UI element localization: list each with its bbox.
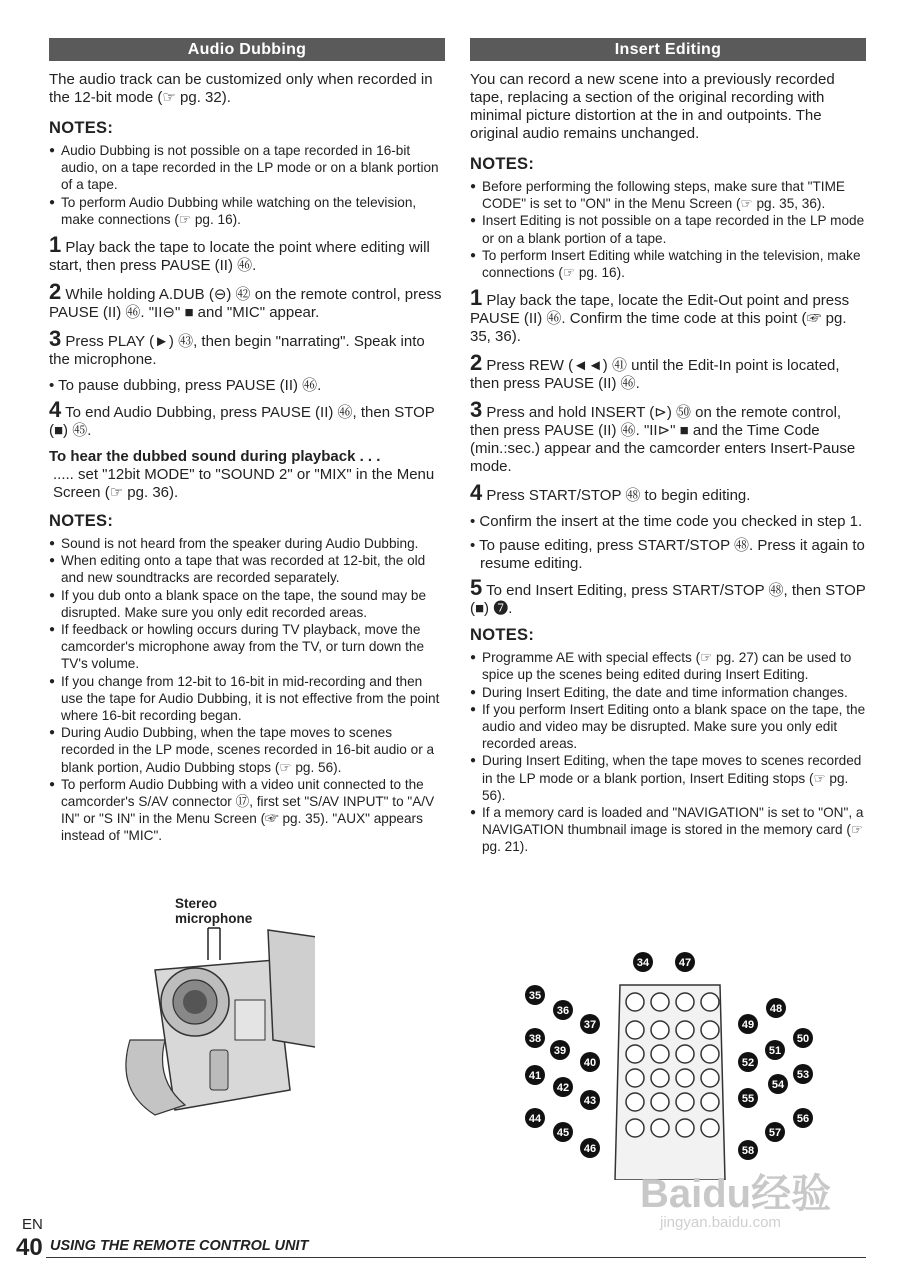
- svg-text:46: 46: [583, 1143, 597, 1155]
- remote-button: [626, 1069, 644, 1087]
- remote-button: [676, 1069, 694, 1087]
- step-5: 5 To end Insert Editing, press START/STOP ㊽, then STOP (■) ❼.: [470, 575, 866, 618]
- step-3: 3 Press PLAY (►) ㊸, then begin "narrating". Speak into the microphone.: [49, 326, 425, 369]
- audio-dubbing-header: Audio Dubbing: [49, 38, 445, 61]
- note-item: ● Before performing the following steps, make sure that "TIME CODE" is set to "ON" in the Menu Screen (☞ pg. 35, 36).: [470, 178, 866, 212]
- remote-button: [651, 993, 669, 1011]
- callout-number: [553, 1000, 573, 1020]
- note-item: ● During Audio Dubbing, when the tape moves to scenes recorded in the LP mode, scenes recorded in 16-bit audio or a blank portion, Audio Dubbing stops (☞ pg. 56).: [49, 724, 445, 776]
- svg-text:35: 35: [528, 990, 542, 1002]
- note-item: ● To perform Insert Editing while watching in the television, make connections (☞ pg. 16).: [470, 247, 866, 281]
- page-number: 40: [16, 1234, 43, 1261]
- remote-button: [701, 1045, 719, 1063]
- remote-control-illustration: [520, 950, 820, 1180]
- notes-heading: NOTES:: [470, 155, 535, 173]
- callout-number: [580, 1052, 600, 1072]
- callout-number: [550, 1040, 570, 1060]
- left-column: [49, 38, 445, 853]
- callout-number: [580, 1014, 600, 1034]
- notes-list: [49, 142, 445, 228]
- svg-text:36: 36: [556, 1005, 570, 1017]
- svg-text:42: 42: [556, 1082, 570, 1094]
- note-item: ● Programme AE with special effects (☞ pg. 27) can be used to spice up the scenes being edited during Insert Editing.: [470, 649, 866, 683]
- notes-heading: NOTES:: [49, 512, 114, 531]
- svg-text:48: 48: [769, 1003, 783, 1015]
- remote-button: [676, 1119, 694, 1137]
- notes-list: [470, 649, 866, 855]
- note-item: ● When editing onto a tape that was recorded at 12-bit, the old and new soundtracks are recorded separately.: [49, 552, 445, 586]
- step-3: 3 Press and hold INSERT (⊳) ㊿ on the remote control, then press PAUSE (II) ㊻. "II⊳" ■ and the Time Code (min.:sec.) appear and the camcorder enters Insert-Pause mode.: [470, 397, 856, 476]
- svg-text:58: 58: [741, 1145, 755, 1157]
- note-item: ● To perform Audio Dubbing while watching on the television, make connections (☞ pg. 16).: [49, 194, 445, 228]
- callout-number: [675, 952, 695, 972]
- footer-divider: [46, 1257, 866, 1258]
- remote-button: [626, 1093, 644, 1111]
- svg-text:53: 53: [796, 1069, 810, 1081]
- pause-bullet: • To pause editing, press START/STOP ㊽. Press it again to resume editing.: [470, 537, 865, 573]
- callout-number: [738, 1088, 758, 1108]
- callout-number: [738, 1014, 758, 1034]
- note-item: ● Audio Dubbing is not possible on a tape recorded in 16-bit audio, on a tape recorded in the LP mode or on a blank portion of a tape.: [49, 142, 445, 194]
- remote-button: [626, 993, 644, 1011]
- svg-text:41: 41: [528, 1070, 542, 1082]
- remote-button: [651, 1021, 669, 1039]
- insert-editing-intro: You can record a new scene into a previously recorded tape, replacing a section of the original recording with minimal picture distortion at the in and outpoints. The original audio remains unchanged.: [470, 71, 835, 142]
- note-item: ● To perform Audio Dubbing with a video unit connected to the camcorder's S/AV connector ⑰, first set "S/AV INPUT" to "A/V IN" or "S IN" in the Menu Screen (☞ pg. 35). "AUX" appears instead of "MIC".: [49, 776, 445, 845]
- right-column: [470, 38, 866, 864]
- confirm-bullet: • Confirm the insert at the time code you checked in step 1.: [470, 513, 863, 531]
- callout-number: [525, 985, 545, 1005]
- audio-dubbing-intro: The audio track can be customized only when recorded in the 12-bit mode (☞ pg. 32).: [49, 71, 433, 106]
- remote-button: [626, 1119, 644, 1137]
- svg-text:55: 55: [741, 1093, 755, 1105]
- callout-number: [765, 1122, 785, 1142]
- callout-number: [793, 1028, 813, 1048]
- step-2: 2 Press REW (◄◄) ㊶ until the Edit-In point is located, then press PAUSE (II) ㊻.: [470, 350, 840, 393]
- callout-number: [793, 1108, 813, 1128]
- callout-number: [525, 1108, 545, 1128]
- callout-number: [525, 1028, 545, 1048]
- remote-button: [651, 1045, 669, 1063]
- note-item: ● Insert Editing is not possible on a tape recorded in the LP mode or on a blank portion of a tape.: [470, 212, 866, 246]
- svg-text:43: 43: [583, 1095, 597, 1107]
- svg-text:54: 54: [771, 1079, 785, 1091]
- remote-button: [651, 1093, 669, 1111]
- callout-number: [580, 1138, 600, 1158]
- callout-number: [793, 1064, 813, 1084]
- footer-language: EN: [22, 1216, 43, 1233]
- svg-text:34: 34: [636, 957, 650, 969]
- callout-number: [738, 1140, 758, 1160]
- note-item: ● If you change from 12-bit to 16-bit in mid-recording and then use the tape for Audio Dubbing, it is not effective from the point where 16-bit recording began.: [49, 673, 445, 725]
- callout-number: [580, 1090, 600, 1110]
- svg-text:39: 39: [553, 1045, 567, 1057]
- insert-editing-header: Insert Editing: [470, 38, 866, 61]
- remote-button: [676, 993, 694, 1011]
- callout-number: [738, 1052, 758, 1072]
- remote-button: [626, 1021, 644, 1039]
- callout-number: [525, 1065, 545, 1085]
- notes-list: [49, 535, 445, 845]
- step-1: 1 Play back the tape to locate the point where editing will start, then press PAUSE (II) ㊻.: [49, 232, 430, 275]
- playback-subbody: ..... set "12bit MODE" to "SOUND 2" or "MIX" in the Menu Screen (☞ pg. 36).: [53, 466, 435, 502]
- remote-button: [651, 1119, 669, 1137]
- step-1: 1 Play back the tape, locate the Edit-Out point and press PAUSE (II) ㊻. Confirm the time code at this point (☞ pg. 35, 36).: [470, 285, 850, 346]
- note-item: ● If feedback or howling occurs during TV playback, move the camcorder's microphone away from the TV, or turn down the TV's volume.: [49, 621, 445, 673]
- remote-button: [651, 1069, 669, 1087]
- callout-number: [553, 1122, 573, 1142]
- watermark-url: jingyan.baidu.com: [660, 1214, 781, 1231]
- remote-button: [701, 1119, 719, 1137]
- notes-list: [470, 178, 866, 281]
- remote-button: [676, 1021, 694, 1039]
- svg-text:56: 56: [796, 1113, 810, 1125]
- svg-text:52: 52: [741, 1057, 755, 1069]
- remote-button: [701, 1021, 719, 1039]
- callout-number: [765, 1040, 785, 1060]
- svg-text:45: 45: [556, 1127, 570, 1139]
- note-item: ● Sound is not heard from the speaker during Audio Dubbing.: [49, 535, 445, 552]
- svg-text:37: 37: [583, 1019, 597, 1031]
- callout-number: [768, 1074, 788, 1094]
- note-item: ● If you dub onto a blank space on the tape, the sound may be disrupted. Make sure you only edit recorded areas.: [49, 587, 445, 621]
- remote-button: [626, 1045, 644, 1063]
- remote-button: [701, 993, 719, 1011]
- note-item: ● During Insert Editing, the date and time information changes.: [470, 684, 866, 701]
- remote-button: [701, 1093, 719, 1111]
- step-4: 4 Press START/STOP ㊽ to begin editing.: [470, 480, 751, 506]
- note-item: ● If a memory card is loaded and "NAVIGATION" is set to "ON", a NAVIGATION thumbnail image is stored in the memory card (☞ pg. 21).: [470, 804, 866, 856]
- svg-text:49: 49: [741, 1019, 755, 1031]
- svg-text:57: 57: [768, 1127, 782, 1139]
- callout-number: [633, 952, 653, 972]
- remote-button: [676, 1093, 694, 1111]
- notes-heading: NOTES:: [470, 626, 535, 645]
- step-2: 2 While holding A.DUB (⊖) ㊷ on the remote control, press PAUSE (II) ㊻. "II⊖" ■ and "MIC" appear.: [49, 279, 442, 322]
- pause-bullet: • To pause dubbing, press PAUSE (II) ㊻.: [49, 377, 322, 395]
- remote-button: [676, 1045, 694, 1063]
- svg-text:47: 47: [678, 957, 692, 969]
- notes-heading: NOTES:: [49, 119, 114, 137]
- svg-text:40: 40: [583, 1057, 597, 1069]
- callout-number: [766, 998, 786, 1018]
- baidu-watermark: Baidu经验: [640, 1172, 832, 1216]
- camcorder-illustration: [95, 890, 315, 1130]
- remote-button: [701, 1069, 719, 1087]
- callout-number: [553, 1077, 573, 1097]
- svg-text:50: 50: [796, 1033, 810, 1045]
- note-item: ● During Insert Editing, when the tape moves to scenes recorded in the LP mode or a blank portion, Insert Editing stops (☞ pg. 56).: [470, 752, 866, 804]
- note-item: ● If you perform Insert Editing onto a blank space on the tape, the audio and video may be disrupted. Make sure you only edit recorded areas.: [470, 701, 866, 753]
- svg-text:44: 44: [528, 1113, 542, 1125]
- svg-text:38: 38: [528, 1033, 542, 1045]
- svg-text:51: 51: [768, 1045, 782, 1057]
- step-4: 4 To end Audio Dubbing, press PAUSE (II) ㊻, then STOP (■) ㊺.: [49, 397, 435, 440]
- footer-section-title: USING THE REMOTE CONTROL UNIT: [50, 1238, 309, 1254]
- playback-subheading: To hear the dubbed sound during playback . . .: [49, 448, 381, 466]
- stereo-microphone-label: Stereo microphone: [175, 896, 253, 926]
